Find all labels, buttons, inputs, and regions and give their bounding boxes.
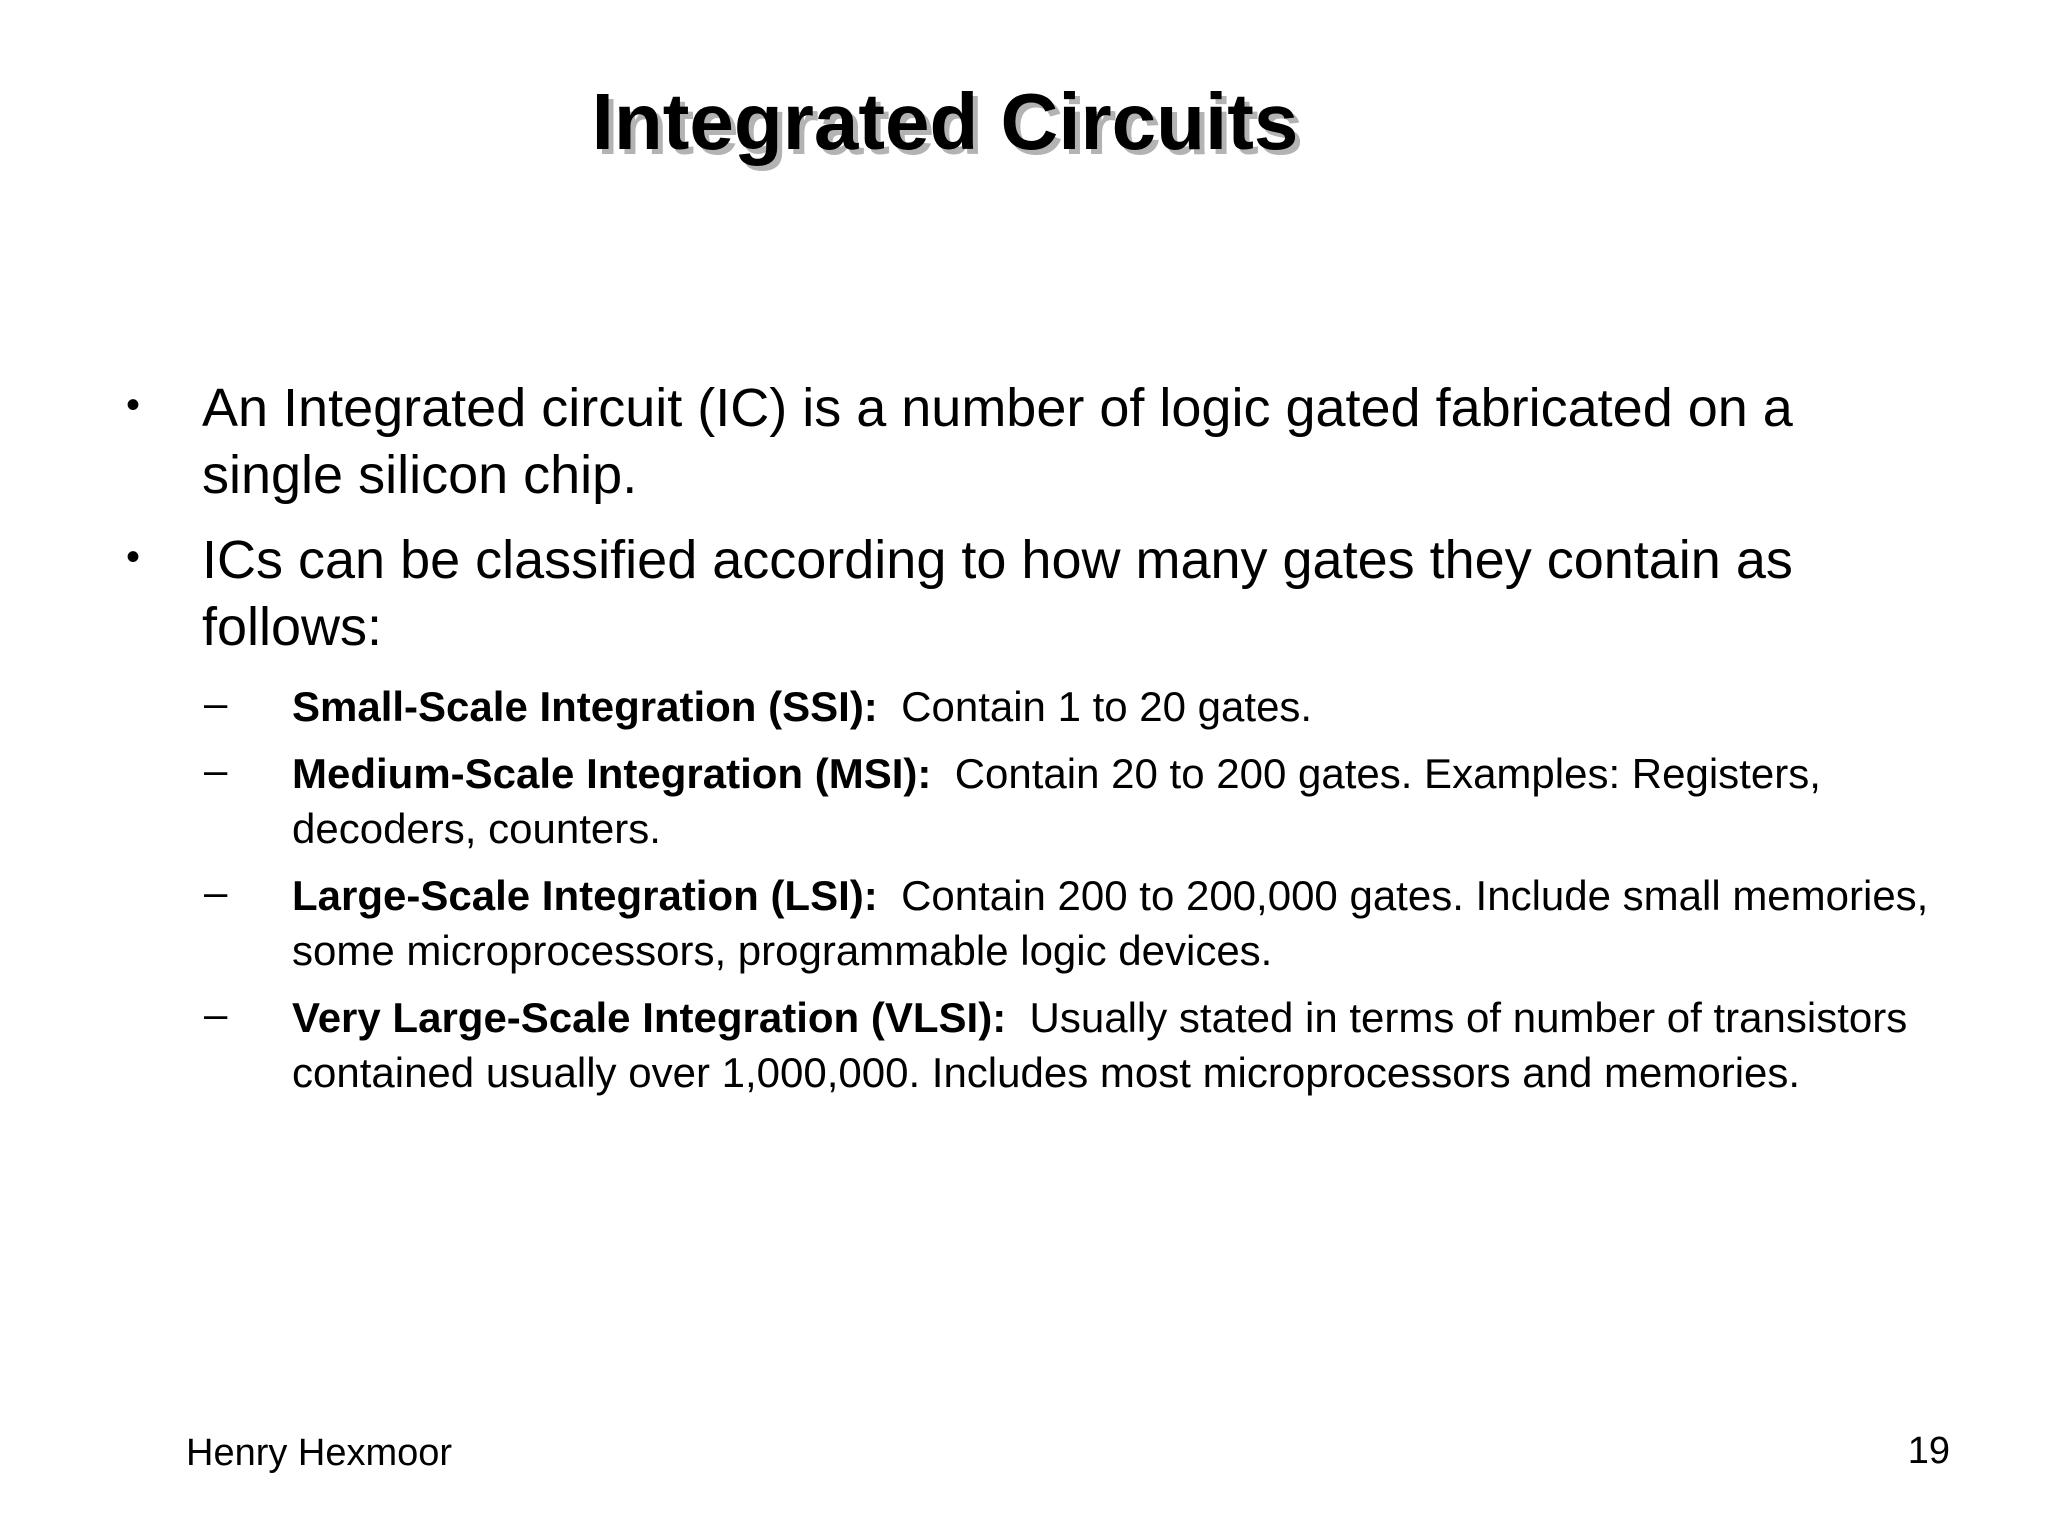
subbullet-text: Contain 1 to 20 gates.: [901, 683, 1313, 730]
page-number: 19: [1907, 1430, 1950, 1472]
bullet-item: [112, 527, 1942, 661]
bullet-text: ICs can be classified according to how many gates they contain as follows:: [202, 530, 1793, 657]
bullet-item: [112, 375, 1942, 509]
subbullet-term: Small-Scale Integration (SSI):: [292, 683, 878, 730]
dash-marker: –: [204, 990, 228, 1037]
subbullet-list: [112, 679, 1942, 1100]
subbullet-item-msi: [202, 746, 1942, 856]
subbullet-term: Medium-Scale Integration (MSI):: [292, 750, 932, 797]
subbullet-item-lsi: [202, 868, 1942, 978]
bullet-marker: •: [126, 535, 141, 579]
subbullet-item-ssi: [202, 679, 1942, 734]
subbullet-text: Contain 20 to 200 gates. Examples: Registers, decoders, counters.: [292, 750, 1821, 852]
dash-marker: –: [204, 679, 228, 726]
subbullet-text: Contain 200 to 200,000 gates. Include small memories, some microprocessors, programmable logic devices.: [292, 872, 1929, 974]
subbullet-item-vlsi: [202, 990, 1942, 1100]
slide-title: Integrated Circuits: [591, 77, 1299, 166]
bullet-marker: •: [126, 383, 141, 427]
subbullet-term: Large-Scale Integration (LSI):: [292, 872, 878, 919]
footer-author: Henry Hexmoor: [186, 1432, 453, 1474]
dash-marker: –: [204, 868, 228, 915]
slide-content: [112, 375, 1942, 1112]
bullet-text: An Integrated circuit (IC) is a number of logic gated fabricated on a single silicon chip.: [202, 378, 1793, 505]
subbullet-term: Very Large-Scale Integration (VLSI):: [292, 994, 1007, 1041]
dash-marker: –: [204, 746, 228, 793]
subbullet-text: Usually stated in terms of number of transistors contained usually over 1,000,000. Includes most microprocessors and memories.: [292, 994, 1908, 1096]
